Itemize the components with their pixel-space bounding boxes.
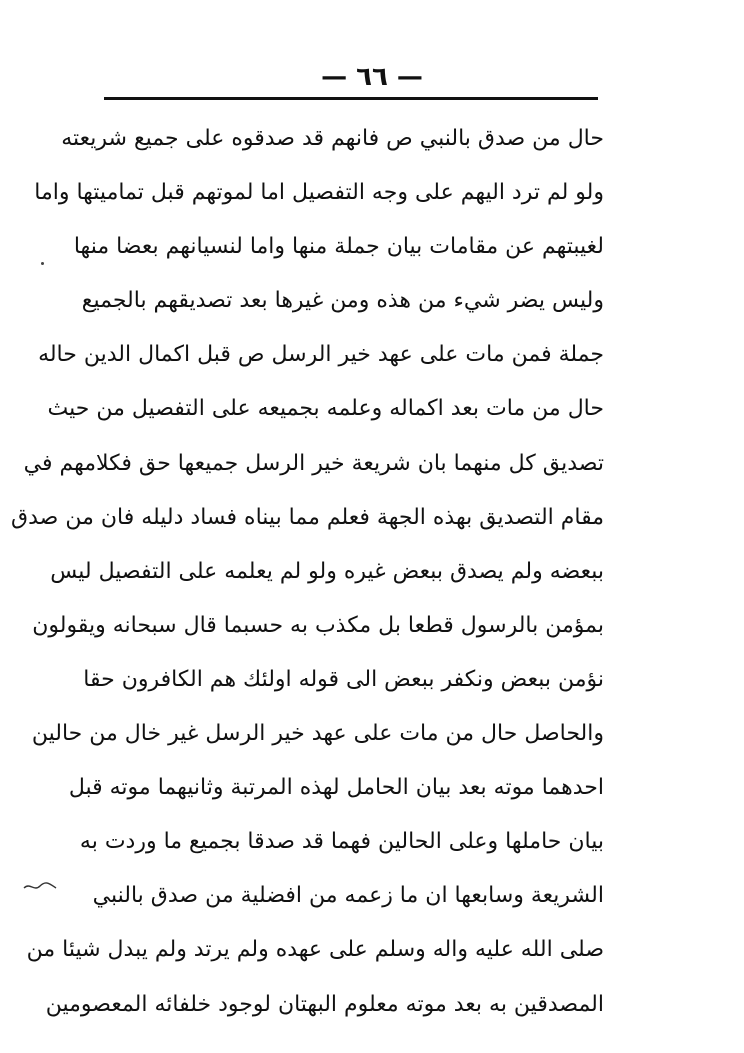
text-line: بمؤمن بالرسول قطعا بل مكذب به حسبما قال سبحانه ويقولون (32, 612, 604, 638)
scan-speck (41, 262, 44, 265)
text-line: ببعضه ولم يصدق ببعض غيره ولو لم يعلمه على التفصيل ليس (50, 558, 604, 584)
margin-mark (22, 878, 58, 894)
text-line: المصدقين به بعد موته معلوم البهتان لوجود خلفائه المعصومين (45, 991, 604, 1017)
text-line: بيان حاملها وعلى الحالين فهما قد صدقا بجميع ما وردت به (79, 829, 604, 855)
page-number: — ٦٦ — (321, 62, 423, 92)
body-text (11, 112, 604, 1032)
text-line: تصديق كل منهما بان شريعة خير الرسل جميعها حق فكلامهم في (23, 450, 604, 476)
text-line: احدهما موته بعد بيان الحامل لهذه المرتبة وثانيهما موته قبل (68, 775, 604, 801)
text-line: ولو لم ترد اليهم على وجه التفصيل اما لموتهم قبل تماميتها واما (34, 180, 604, 206)
text-line: حال من مات بعد اكماله وعلمه بجميعه على التفصيل من حيث (47, 396, 604, 422)
header-rule (104, 97, 598, 100)
text-line: جملة فمن مات على عهد خير الرسل ص قبل اكمال الدين حاله (38, 342, 604, 368)
text-line: والحاصل حال من مات على عهد خير الرسل غير خال من حالين (31, 721, 604, 747)
text-line: حال من صدق بالنبي ص فانهم قد صدقوه على جميع شريعته (61, 126, 604, 151)
text-line: لغيبتهم عن مقامات بيان جملة منها واما لنسيانهم بعضا منها (73, 234, 604, 260)
text-line: الشريعة وسابعها ان ما زعمه من افضلية من صدق بالنبي (92, 883, 604, 909)
text-line: وليس يضر شيء من هذه ومن غيرها بعد تصديقهم بالجميع (81, 288, 604, 314)
text-line: نؤمن ببعض ونكفر ببعض الى قوله اولئك هم الكافرون حقا (83, 666, 604, 692)
text-line: صلى الله عليه واله وسلم على عهده ولم يرتد ولم يبدل شيئا من (26, 937, 604, 963)
text-line: مقام التصديق بهذه الجهة فعلم مما بيناه فساد دليله فان من صدق (11, 504, 604, 530)
